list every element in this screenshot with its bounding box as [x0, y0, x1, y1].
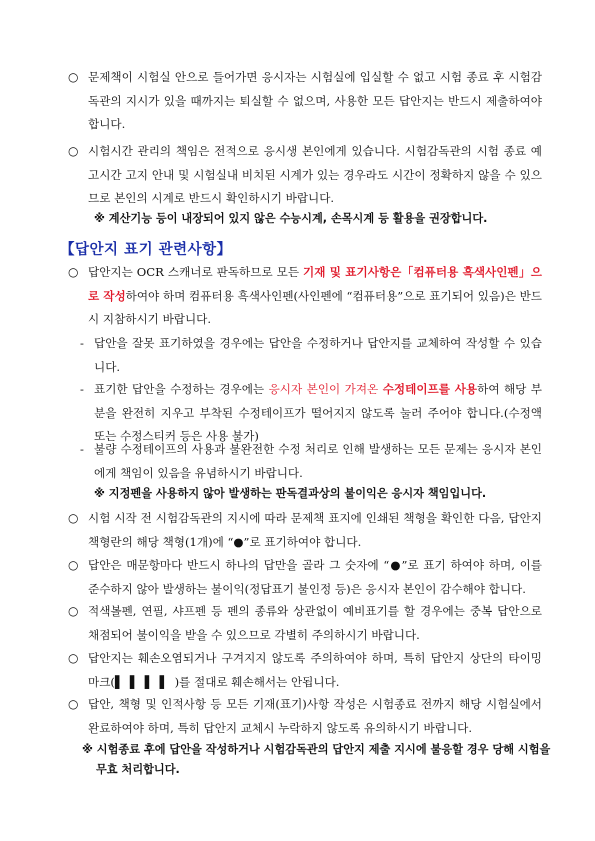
note-mark-icon: ※	[94, 487, 105, 500]
note-mark-icon: ※	[82, 743, 93, 756]
notice-text: 시험 시작 전 시험감독관의 지시에 따라 문제책 표지에 인쇄된 책형을 확인한 다음, 답안지 책형란의 해당 책형(1개)에 “●”로 표기하여야 합니다.	[88, 511, 542, 549]
circle-bullet-icon: ○	[68, 70, 79, 84]
notice-item-timing-marks	[68, 647, 542, 694]
notice-text-highlight: 기재 및 표기사항은「컴퓨터용 흑색사인펜」으로 작성	[88, 265, 543, 303]
notice-text-post: 하여야 하며 컴퓨터용 흑색사인펜(사인펜에 “컴퓨터용”으로 표기되어 있음)은 반드시 지참하시기 바랍니다.	[88, 288, 542, 327]
circle-bullet-icon: ○	[68, 265, 79, 279]
note-text: 시험종료 후에 답안을 작성하거나 시험감독관의 답안지 제출 지시에 불응할 경우 당해 시험을 무효 처리합니다.	[96, 743, 551, 776]
sub-item-text-highlight: 응시자 본인이 가져온	[268, 382, 383, 396]
dash-bullet-icon: -	[80, 382, 84, 396]
circle-bullet-icon: ○	[68, 651, 79, 665]
sub-item-text-pre: 표기한 답안을 수정하는 경우에는	[94, 382, 269, 396]
notice-text: 문제책이 시험실 안으로 들어가면 응시자는 시험실에 입실할 수 없고 시험 종료 후 시험감독관의 지시가 있을 때까지는 퇴실할 수 없으며, 사용한 모든 답안지는 반드시 제출하여야 합니다.	[88, 70, 542, 132]
sub-item-rewrite	[80, 332, 542, 379]
notice-text: 답안은 매문항마다 반드시 하나의 답만을 골라 그 숫자에 “●”로 표기 하여야 하며, 이를 준수하지 않아 발생하는 불이익(정답표기 불인정 등)은 응시자 본인이 감수해야 합니다.	[88, 558, 542, 596]
section-heading: 【답안지 표기 관련사항】	[60, 242, 232, 258]
notice-text: 시험시간 관리의 책임은 전적으로 응시생 본인에게 있습니다. 시험감독관의 시험 종료 예고시간 고지 안내 및 시험실내 비치된 시계가 있는 경우라도 시간이 정확하지 않을 수 있으므로 본인의 시계로 반드시 확인하시기 바랍니다.	[88, 144, 542, 206]
notice-item-pre-marking	[68, 600, 542, 647]
notice-text: 답안, 책형 및 인적사항 등 모든 기재(표기)사항 작성은 시험종료 전까지 해당 시험실에서 완료하여야 하며, 특히 답안지 교체시 누락하지 않도록 유의하시기 바랍니다.	[88, 697, 542, 735]
sub-item-text: 불량 수정테이프의 사용과 불완전한 수정 처리로 인해 발생하는 모든 문제는 응시자 본인에게 책임이 있음을 유념하시기 바랍니다.	[94, 442, 542, 480]
sub-item-text: 답안을 잘못 표기하였을 경우에는 답안을 수정하거나 답안지를 교체하여 작성할 수 있습니다.	[94, 336, 542, 374]
notice-text	[68, 261, 542, 332]
note-text: 계산기능 등이 내장되어 있지 않은 수능시계, 손목시계 등 활용을 권장합니다.	[108, 212, 488, 225]
notice-text	[68, 647, 542, 694]
notice-text: 적색볼펜, 연필, 샤프펜 등 펜의 종류와 상관없이 예비표기를 할 경우에는 중복 답안으로 채점되어 불이익을 받을 수 있으므로 각별히 주의하시기 바랍니다.	[88, 604, 542, 642]
circle-bullet-icon: ○	[68, 558, 79, 572]
circle-bullet-icon: ○	[68, 511, 79, 525]
notice-item-time-management	[68, 140, 542, 211]
sub-item-text-highlight-bold: 수정테이프를 사용	[382, 382, 478, 396]
notice-item-ocr-pen	[68, 261, 542, 332]
notice-item-complete-before-end	[68, 693, 542, 740]
dash-bullet-icon: -	[80, 442, 84, 456]
note-invalidation	[82, 740, 558, 780]
note-designated-pen	[94, 484, 554, 504]
circle-bullet-icon: ○	[68, 144, 79, 158]
sub-item-text-post: 하여 해당 부분을 완전히 지우고 부착된 수정테이프가 떨어지지 않도록 눌러 주어야 합니다.(수정액 또는 수정스티커 등은 사용 불가)	[94, 382, 543, 444]
circle-bullet-icon: ○	[68, 697, 79, 711]
notice-text-post: )를 절대로 훼손해서는 안됩니다.	[174, 674, 340, 689]
sub-item-faulty-tape	[80, 438, 542, 485]
notice-item-booklet-type	[68, 507, 542, 554]
dash-bullet-icon: -	[80, 336, 84, 350]
notice-item-submission	[68, 66, 542, 137]
note-watch	[94, 209, 554, 229]
note-text: 지정펜을 사용하지 않아 발생하는 판독결과상의 불이익은 응시자 책임입니다.	[108, 487, 487, 500]
notice-text-pre: 답안지는 훼손오염되거나 구겨지지 않도록 주의하여야 하며, 특히 답안지 상단의 타이밍 마크(	[88, 651, 542, 689]
notice-text-pre: 답안지는 OCR 스캐너로 판독하므로 모든	[88, 265, 304, 279]
circle-bullet-icon: ○	[68, 604, 79, 618]
timing-mark-icon: ▌▌▌▌	[114, 674, 175, 689]
notice-item-one-answer	[68, 554, 542, 601]
note-mark-icon: ※	[94, 212, 105, 225]
